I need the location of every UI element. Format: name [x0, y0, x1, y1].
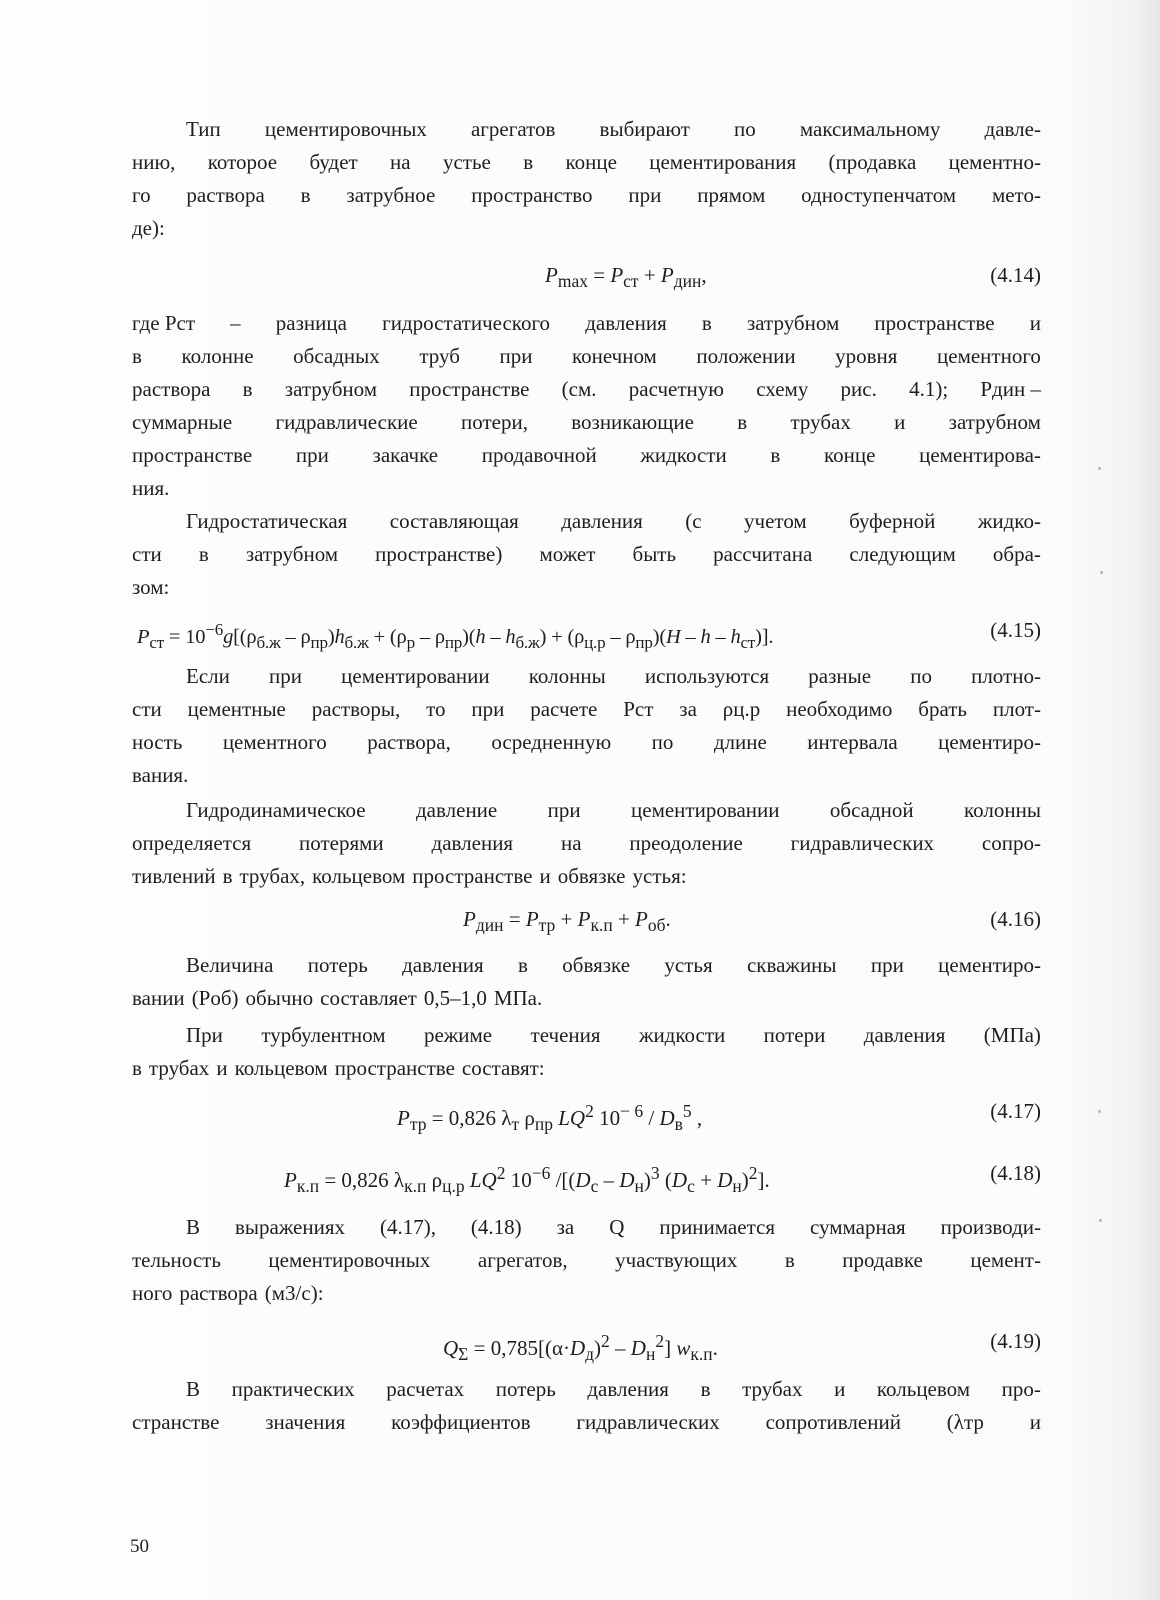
word: при	[547, 798, 581, 822]
word: обвязке	[562, 953, 631, 977]
word: в	[300, 183, 311, 207]
word: пространство	[471, 183, 593, 207]
text-line	[132, 1406, 1041, 1438]
word: разные	[808, 664, 872, 688]
word: цементные	[187, 697, 286, 721]
word: цементирования	[649, 150, 797, 174]
word: при	[628, 183, 662, 207]
word: ρц.р	[722, 697, 761, 721]
text-line	[132, 212, 1041, 244]
word: гидростатического	[382, 311, 551, 335]
word: цементировочных	[268, 1248, 431, 1272]
word: расчете	[530, 697, 598, 721]
word: колонны	[964, 798, 1041, 822]
text-line	[132, 726, 1041, 758]
word: разница	[275, 311, 347, 335]
word: сти	[132, 542, 162, 566]
word: в	[132, 1056, 142, 1080]
word: пространстве	[412, 864, 533, 888]
word: цементиро-	[938, 953, 1041, 977]
text-line	[186, 660, 1041, 692]
word: цементирова-	[919, 443, 1041, 467]
word: обра-	[992, 542, 1041, 566]
text-line	[132, 146, 1041, 178]
word: потери	[763, 1023, 826, 1047]
word: положении	[696, 344, 796, 368]
equation-number: (4.18)	[990, 1161, 1041, 1185]
word: (λтр	[946, 1410, 984, 1434]
word: нию,	[132, 150, 176, 174]
word: трубах	[148, 1056, 210, 1080]
word: и	[539, 864, 551, 888]
word: буферной	[849, 509, 936, 533]
text-line	[186, 1211, 1041, 1243]
word: интервала	[807, 730, 898, 754]
word: продавке	[842, 1248, 923, 1272]
word: в	[198, 542, 209, 566]
word: затрубное	[346, 183, 436, 207]
word: потерь	[495, 1377, 556, 1401]
word: Величина	[186, 953, 274, 977]
word: кольцевом	[234, 1056, 328, 1080]
word: 0,5–1,0	[423, 986, 487, 1010]
word: и	[216, 1056, 228, 1080]
word: цементировании	[341, 664, 490, 688]
word: раствора,	[367, 730, 451, 754]
word: ния.	[132, 476, 170, 500]
word: конечном	[571, 344, 657, 368]
text-line	[132, 307, 1041, 339]
equation-4-14: $P_{max} = P_{ст} + P_{дин}$,	[545, 263, 707, 292]
word: (с	[685, 509, 702, 533]
word: При	[186, 1023, 223, 1047]
text-line	[132, 759, 1041, 791]
word: го	[132, 183, 151, 207]
word: учетом	[744, 509, 807, 533]
word: ность	[132, 730, 183, 754]
word: за	[556, 1215, 575, 1239]
word: может	[539, 542, 596, 566]
word: вания.	[132, 763, 189, 787]
word: брать	[918, 697, 967, 721]
word: тивлений	[132, 864, 216, 888]
word: давления	[863, 1023, 946, 1047]
word: участвующих	[615, 1248, 738, 1272]
word: суммарные	[132, 410, 233, 434]
equation-number: (4.15)	[990, 618, 1041, 642]
scan-speck	[1100, 571, 1103, 574]
word: Гидростатическая	[186, 509, 348, 533]
word: Q	[609, 1215, 625, 1239]
word: конце	[824, 443, 876, 467]
word: по	[734, 117, 756, 141]
word: при	[870, 953, 904, 977]
word: практических	[231, 1377, 355, 1401]
scan-speck	[1098, 1110, 1101, 1113]
word: турбулентном	[261, 1023, 386, 1047]
word: устья	[664, 953, 713, 977]
word: затрубном	[746, 311, 840, 335]
word: (продавка	[828, 150, 917, 174]
word: давления	[561, 509, 643, 533]
word: расчетах	[386, 1377, 465, 1401]
page-edge-shadow	[1134, 0, 1160, 1600]
word: расчетную	[628, 377, 724, 401]
word: быть	[632, 542, 677, 566]
scan-speck	[1098, 467, 1101, 470]
word: производи-	[940, 1215, 1041, 1239]
word: сопротивлений	[765, 1410, 901, 1434]
word: (см.	[561, 377, 597, 401]
word: вании	[132, 986, 185, 1010]
word: потери,	[461, 410, 528, 434]
word: Pдин –	[980, 377, 1041, 401]
word: цементиро-	[938, 730, 1041, 754]
word: рис.	[840, 377, 877, 401]
word: где Pст	[132, 311, 195, 335]
text-line	[186, 113, 1041, 145]
word: агрегатов,	[477, 1248, 568, 1272]
word: цементировочных	[264, 117, 427, 141]
word: труб	[419, 344, 460, 368]
word: плотно-	[971, 664, 1041, 688]
text-line	[132, 538, 1041, 570]
word: то	[426, 697, 446, 721]
word: и	[1029, 311, 1041, 335]
text-line	[132, 439, 1041, 471]
word: трубах	[742, 1377, 803, 1401]
word: агрегатов	[470, 117, 556, 141]
word: суммарная	[809, 1215, 906, 1239]
word: –	[230, 311, 241, 335]
word: Если	[186, 664, 230, 688]
text-line	[132, 1277, 1041, 1309]
word: де):	[132, 216, 165, 240]
word: давления	[402, 953, 484, 977]
word: длине	[713, 730, 767, 754]
word: будет	[309, 150, 358, 174]
word: одноступенчатом	[801, 183, 957, 207]
word: затрубном	[284, 377, 378, 401]
text-line	[186, 505, 1041, 537]
word: уровня	[835, 344, 898, 368]
word: сти	[132, 697, 162, 721]
word: в	[222, 864, 233, 888]
word: цементировании	[631, 798, 780, 822]
word: устье	[442, 150, 491, 174]
word: необходимо	[786, 697, 893, 721]
page-number: 50	[130, 1536, 149, 1557]
text-line	[132, 340, 1041, 372]
word: Pст	[623, 697, 654, 721]
text-line	[186, 949, 1041, 981]
word: обвязке	[557, 864, 626, 888]
word: продавочной	[481, 443, 597, 467]
word: определяется	[132, 831, 252, 855]
text-line	[132, 860, 1041, 892]
word: тельность	[132, 1248, 221, 1272]
equation-4-16: $P_{дин} = P_{тр} + P_{к.п} + P_{об}$.	[463, 907, 671, 936]
word: в	[518, 953, 528, 977]
word: раствора	[132, 377, 211, 401]
word: раствора	[179, 1281, 258, 1305]
word: цемент-	[970, 1248, 1041, 1272]
word: давле-	[984, 117, 1041, 141]
text-line	[186, 1373, 1041, 1405]
word: давление	[416, 798, 498, 822]
text-line	[132, 982, 1041, 1014]
text-line	[132, 1052, 1041, 1084]
word: составят:	[461, 1056, 545, 1080]
word: в	[700, 1377, 711, 1401]
word: преодоление	[629, 831, 743, 855]
word: странстве	[132, 1410, 220, 1434]
word: составляющая	[389, 509, 519, 533]
word: сопро-	[981, 831, 1041, 855]
word: в	[770, 443, 781, 467]
word: затрубном	[245, 542, 339, 566]
word: режиме	[423, 1023, 493, 1047]
word: затрубном	[948, 410, 1041, 434]
word: скважины	[746, 953, 837, 977]
word: возникающие	[571, 410, 694, 434]
equation-number: (4.16)	[990, 907, 1041, 931]
word: принимается	[659, 1215, 775, 1239]
word: в	[701, 311, 712, 335]
word: рассчитана	[713, 542, 813, 566]
word: осредненную	[491, 730, 612, 754]
text-line	[186, 794, 1041, 826]
text-line	[132, 693, 1041, 725]
equation-4-18: $P_{к.п} = 0,826$ $\lambda_{к.п}$ $\rho_{ц.р}$ $LQ^2$ $10^{-6}$ $/[(D_с - D_н)^3$ $(D_с + D_н)^2$].	[284, 1163, 770, 1197]
text-line	[132, 472, 1041, 504]
text-line	[132, 571, 1041, 603]
word: при	[269, 664, 302, 688]
word: колонны	[528, 664, 606, 688]
word: пространстве	[132, 443, 253, 467]
word: пространстве)	[375, 542, 503, 566]
text-line	[132, 373, 1041, 405]
word: и	[894, 410, 906, 434]
equation-number: (4.14)	[990, 263, 1041, 287]
word: которое	[207, 150, 278, 174]
word: (4.17),	[379, 1215, 436, 1239]
word: 4.1);	[909, 377, 949, 401]
word: в	[784, 1248, 795, 1272]
word: в	[737, 410, 748, 434]
word: в	[132, 344, 142, 368]
word: на	[560, 831, 582, 855]
word: при	[471, 697, 505, 721]
word: и	[834, 1377, 846, 1401]
text-line	[132, 1244, 1041, 1276]
word: трубах	[790, 410, 851, 434]
word: раствора	[186, 183, 265, 207]
word: обсадных	[293, 344, 380, 368]
word: гидравлические	[275, 410, 418, 434]
word: закачке	[372, 443, 439, 467]
word: коэффициентов	[391, 1410, 531, 1434]
word: при	[499, 344, 533, 368]
word: гидравлических	[576, 1410, 720, 1434]
word: (МПа)	[983, 1023, 1041, 1047]
word: следующим	[849, 542, 956, 566]
word: за	[679, 697, 697, 721]
word: выбирают	[599, 117, 690, 141]
word: Тип	[186, 117, 221, 141]
word: В	[186, 1377, 201, 1401]
word: в	[523, 150, 534, 174]
word: мето-	[991, 183, 1041, 207]
word: потерь	[307, 953, 368, 977]
equation-4-15: $P_{ст} = 10^{-6}g[(\rho_{б.ж} - \rho_{пр})h_{б.ж} + (\rho_р - \rho_{пр})(h - h_{б.ж}) + (\rho_{ц.р} - \rho_{пр})(H - h - h_{ст})]$.	[137, 620, 774, 652]
word: (Pоб)	[191, 986, 239, 1010]
word: цементного	[222, 730, 327, 754]
word: МПа.	[493, 986, 543, 1010]
word: растворы,	[311, 697, 401, 721]
word: пространстве	[874, 311, 995, 335]
word: обычно	[245, 986, 314, 1010]
word: по	[910, 664, 932, 688]
word: трубах,	[239, 864, 306, 888]
text-line	[132, 406, 1041, 438]
word: составляет	[320, 986, 417, 1010]
word: прямом	[697, 183, 766, 207]
equation-number: (4.19)	[990, 1329, 1041, 1353]
word: значения	[265, 1410, 346, 1434]
word: максимальному	[799, 117, 941, 141]
word: В	[186, 1215, 201, 1239]
equation-number: (4.17)	[990, 1099, 1041, 1123]
word: кольцевом	[876, 1377, 971, 1401]
word: колонне	[181, 344, 254, 368]
word: кольцевом	[312, 864, 406, 888]
word: плот-	[992, 697, 1041, 721]
word: выражениях	[234, 1215, 346, 1239]
word: и	[1029, 1410, 1041, 1434]
word: жидко-	[977, 509, 1041, 533]
word: схему	[756, 377, 809, 401]
word: при	[295, 443, 329, 467]
word: давления	[431, 831, 514, 855]
word: про-	[1001, 1377, 1041, 1401]
word: обсадной	[829, 798, 914, 822]
equation-4-17: $P_{тр} = 0,826$ $\lambda_т$ $\rho_{пр}$ $LQ^2$ $10^{- 6} / D_в^5$ ,	[397, 1101, 703, 1135]
word: на	[390, 150, 411, 174]
word: в	[242, 377, 253, 401]
word: давления	[587, 1377, 669, 1401]
word: устья:	[632, 864, 687, 888]
scan-speck	[1099, 1219, 1102, 1222]
word: (4.18)	[470, 1215, 522, 1239]
word: (м3/с):	[264, 1281, 324, 1305]
word: пространстве	[334, 1056, 455, 1080]
word: Гидродинамическое	[186, 798, 366, 822]
word: жидкости	[638, 1023, 726, 1047]
word: потерями	[299, 831, 384, 855]
text-line	[186, 1019, 1041, 1051]
word: по	[651, 730, 674, 754]
word: пространстве	[409, 377, 530, 401]
word: конце	[565, 150, 617, 174]
word: цементно-	[948, 150, 1041, 174]
word: зом:	[132, 575, 170, 599]
word: гидравлических	[790, 831, 935, 855]
text-line	[132, 179, 1041, 211]
word: используются	[644, 664, 770, 688]
word: течения	[530, 1023, 601, 1047]
word: ного	[132, 1281, 173, 1305]
equation-4-19: $Q_\Sigma = 0,785[(\alpha\cdot D_д)^2 - D_н^2]$ $w_{к.п}$.	[443, 1331, 718, 1365]
text-line	[132, 827, 1041, 859]
word: давления	[585, 311, 667, 335]
word: жидкости	[640, 443, 727, 467]
word: цементного	[937, 344, 1041, 368]
